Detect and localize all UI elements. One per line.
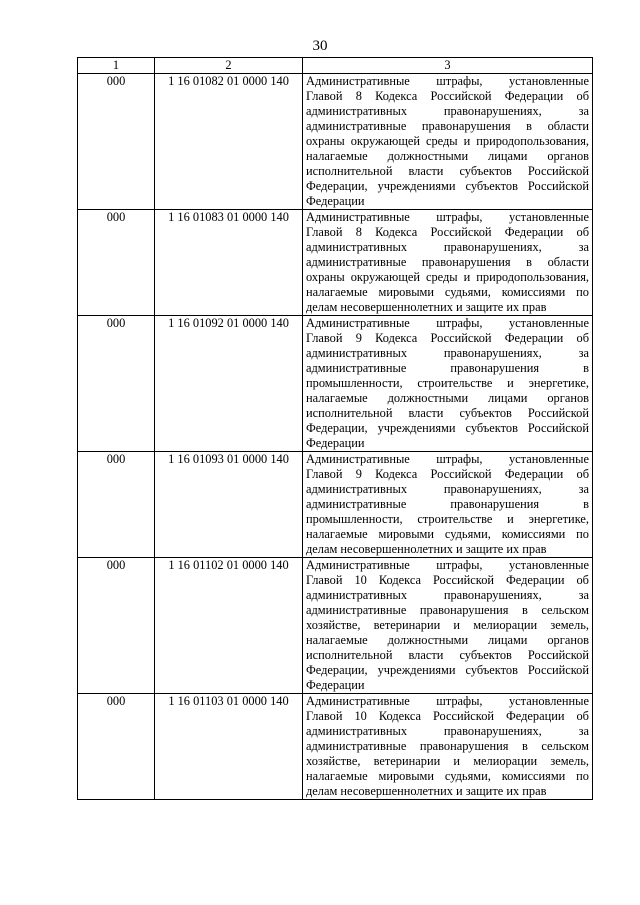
table-row (78, 316, 593, 452)
description-line: промышленности, строительстве и энергетике, (306, 376, 589, 390)
description-line: промышленности, строительстве и энергетике, (306, 512, 589, 526)
kbk-code-cell: 1 16 01102 01 0000 140 (155, 558, 303, 694)
table-row (78, 74, 593, 210)
description-line: Главой 10 Кодекса Российской Федерации об (306, 709, 589, 723)
description-cell (303, 316, 593, 452)
description-line: административные правонарушения в сельском (306, 603, 589, 617)
description-line: административные правонарушения в (306, 497, 589, 511)
description-line: Главой 8 Кодекса Российской Федерации об (306, 89, 589, 103)
description-line: Федерации (306, 678, 365, 692)
description-line: охраны окружающей среды и природопользования, (306, 134, 589, 148)
description-line: Административные штрафы, установленные (306, 452, 589, 466)
description-line: административные правонарушения в (306, 361, 589, 375)
column-header-2: 2 (155, 58, 303, 74)
description-line: Главой 10 Кодекса Российской Федерации об (306, 573, 589, 587)
description-line: делам несовершеннолетних и защите их прав (306, 784, 547, 798)
description-line: Административные штрафы, установленные (306, 316, 589, 330)
description-cell (303, 452, 593, 558)
description-line: делам несовершеннолетних и защите их прав (306, 300, 547, 314)
column-header-1: 1 (78, 58, 155, 74)
description-line: налагаемые должностными лицами органов (306, 149, 589, 163)
description-line: административных правонарушениях, за (306, 588, 589, 602)
description-line: Федерации, учреждениями субъектов Российской (306, 421, 589, 435)
description-line: охраны окружающей среды и природопользования, (306, 270, 589, 284)
admin-code-cell: 000 (78, 74, 155, 210)
description-line: Федерации (306, 194, 365, 208)
kbk-code-cell: 1 16 01103 01 0000 140 (155, 694, 303, 800)
table-row (78, 558, 593, 694)
description-line: административных правонарушениях, за (306, 482, 589, 496)
table-header-row (78, 58, 593, 74)
description-cell (303, 694, 593, 800)
description-line: налагаемые мировыми судьями, комиссиями по (306, 527, 589, 541)
description-line: хозяйстве, ветеринарии и мелиорации земель, (306, 618, 589, 632)
description-line: административных правонарушениях, за (306, 104, 589, 118)
description-cell (303, 558, 593, 694)
description-line: административные правонарушения в области (306, 119, 589, 133)
description-line: исполнительной власти субъектов Российской (306, 406, 589, 420)
description-line: налагаемые мировыми судьями, комиссиями по (306, 285, 589, 299)
budget-code-table (77, 57, 593, 800)
description-line: делам несовершеннолетних и защите их прав (306, 542, 547, 556)
column-header-3: 3 (303, 58, 593, 74)
description-line: Административные штрафы, установленные (306, 694, 589, 708)
description-line: Федерации, учреждениями субъектов Российской (306, 663, 589, 677)
description-line: налагаемые должностными лицами органов (306, 633, 589, 647)
description-line: хозяйстве, ветеринарии и мелиорации земель, (306, 754, 589, 768)
table-row (78, 452, 593, 558)
description-line: Административные штрафы, установленные (306, 210, 589, 224)
admin-code-cell: 000 (78, 694, 155, 800)
description-line: налагаемые должностными лицами органов (306, 391, 589, 405)
description-line: административные правонарушения в области (306, 255, 589, 269)
description-line: исполнительной власти субъектов Российской (306, 164, 589, 178)
table-row (78, 210, 593, 316)
description-line: Главой 9 Кодекса Российской Федерации об (306, 467, 589, 481)
kbk-code-cell: 1 16 01082 01 0000 140 (155, 74, 303, 210)
description-line: административные правонарушения в сельском (306, 739, 589, 753)
admin-code-cell: 000 (78, 558, 155, 694)
description-line: исполнительной власти субъектов Российской (306, 648, 589, 662)
admin-code-cell: 000 (78, 452, 155, 558)
admin-code-cell: 000 (78, 210, 155, 316)
description-line: налагаемые мировыми судьями, комиссиями по (306, 769, 589, 783)
kbk-code-cell: 1 16 01093 01 0000 140 (155, 452, 303, 558)
description-line: Административные штрафы, установленные (306, 74, 589, 88)
description-line: Административные штрафы, установленные (306, 558, 589, 572)
page-number: 30 (312, 38, 328, 54)
description-line: Федерации, учреждениями субъектов Российской (306, 179, 589, 193)
description-line: административных правонарушениях, за (306, 724, 589, 738)
description-line: Федерации (306, 436, 365, 450)
table-row (78, 694, 593, 800)
description-line: Главой 8 Кодекса Российской Федерации об (306, 225, 589, 239)
kbk-code-cell: 1 16 01092 01 0000 140 (155, 316, 303, 452)
description-line: административных правонарушениях, за (306, 240, 589, 254)
description-line: административных правонарушениях, за (306, 346, 589, 360)
description-cell (303, 210, 593, 316)
description-cell (303, 74, 593, 210)
table-body (78, 58, 593, 800)
admin-code-cell: 000 (78, 316, 155, 452)
kbk-code-cell: 1 16 01083 01 0000 140 (155, 210, 303, 316)
description-line: Главой 9 Кодекса Российской Федерации об (306, 331, 589, 345)
